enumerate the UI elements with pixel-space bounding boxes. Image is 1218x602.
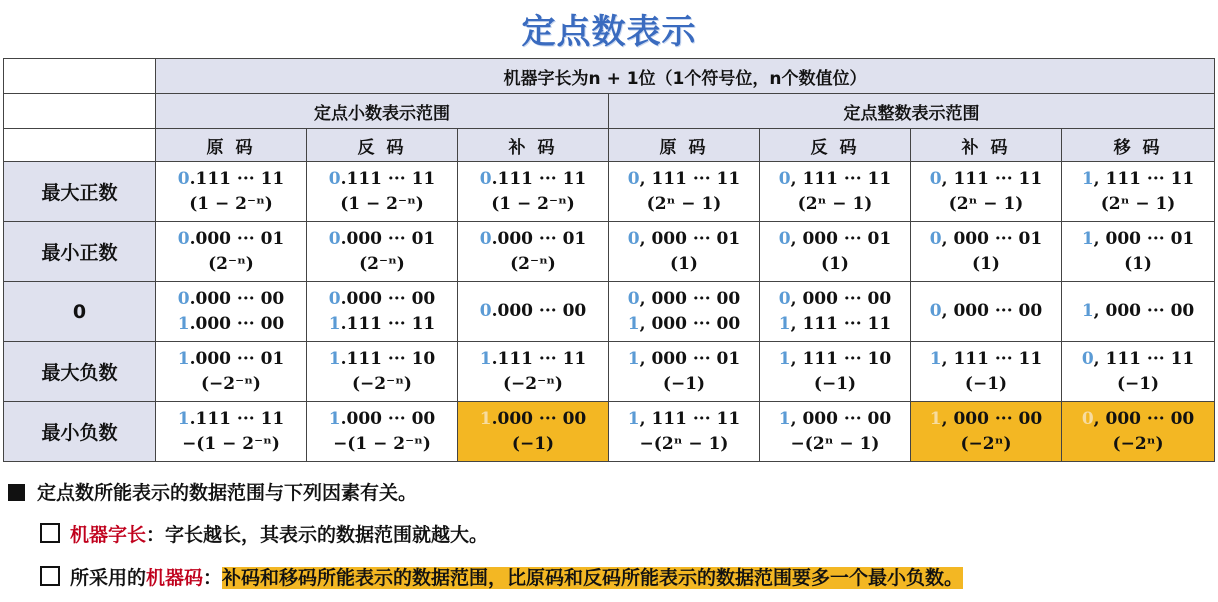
value-bits: , 000 ··· 00 — [941, 408, 1043, 429]
value-bits: , 111 ··· 11 — [790, 168, 892, 189]
column-header: 移 码 — [1062, 129, 1215, 162]
sign-digit: 1 — [479, 408, 492, 429]
value-bits: .111 ··· 10 — [340, 348, 436, 369]
cell-line — [609, 287, 759, 312]
cell-line — [911, 407, 1061, 432]
cell-line — [760, 287, 910, 312]
value-expression: (−1) — [1116, 373, 1160, 394]
sign-digit: 0 — [177, 228, 190, 249]
note-machine-code-prefix: 所采用的 — [70, 567, 147, 589]
cell-line — [156, 347, 306, 372]
sign-digit: 1 — [1081, 228, 1094, 249]
cell-line — [760, 407, 910, 432]
value-bits: .000 ··· 00 — [491, 408, 587, 429]
term-word-length: 机器字长 — [70, 524, 147, 546]
cell-line — [458, 227, 608, 252]
cell-line — [911, 299, 1061, 324]
cell-line — [307, 347, 457, 372]
cell-line — [609, 312, 759, 337]
fraction-range-header: 定点小数表示范围 — [156, 94, 609, 129]
range-cell — [760, 162, 911, 222]
column-header: 原 码 — [609, 129, 760, 162]
cell-line — [458, 167, 608, 192]
note-machine-code — [40, 563, 963, 593]
value-bits: , 000 ··· 00 — [941, 301, 1043, 321]
sign-digit: 0 — [627, 288, 640, 309]
value-expression: (−2⁻ⁿ) — [201, 373, 261, 394]
value-bits: .000 ··· 00 — [340, 288, 436, 309]
sign-digit: 0 — [328, 228, 341, 249]
page-title: 定点数表示 — [521, 12, 697, 52]
range-cell — [458, 162, 609, 222]
table-row — [4, 162, 1215, 222]
value-expression: (2ⁿ − 1) — [948, 193, 1024, 214]
range-cell — [760, 342, 911, 402]
sign-digit: 0 — [177, 288, 190, 309]
value-bits: .111 ··· 11 — [340, 168, 436, 189]
value-bits: .000 ··· 01 — [189, 348, 285, 369]
range-cell — [156, 282, 307, 342]
sign-digit: 0 — [1081, 408, 1094, 429]
value-expression: (−1) — [662, 373, 706, 394]
sign-digit: 1 — [177, 313, 190, 334]
note-main-text: 定点数所能表示的数据范围与下列因素有关。 — [37, 482, 418, 504]
column-header: 原 码 — [156, 129, 307, 162]
column-header: 反 码 — [307, 129, 458, 162]
range-cell — [911, 162, 1062, 222]
row-label: 最小负数 — [4, 402, 156, 462]
range-cell — [458, 342, 609, 402]
cell-line — [609, 407, 759, 432]
cell-line — [911, 227, 1061, 252]
cell-line — [307, 167, 457, 192]
range-cell — [760, 222, 911, 282]
range-cell — [458, 402, 609, 462]
value-bits: .111 ··· 11 — [340, 313, 436, 334]
corner-cell — [4, 129, 156, 162]
cell-line — [307, 287, 457, 312]
value-bits: , 111 ··· 11 — [1093, 348, 1195, 369]
integer-range-header: 定点整数表示范围 — [609, 94, 1215, 129]
value-bits: , 000 ··· 00 — [639, 313, 741, 334]
value-bits: , 111 ··· 11 — [790, 313, 892, 334]
sign-digit: 0 — [778, 288, 791, 309]
value-bits: , 000 ··· 00 — [1093, 408, 1195, 429]
value-expression: (1 − 2⁻ⁿ) — [189, 193, 273, 214]
range-cell — [1062, 162, 1215, 222]
cell-line — [1062, 347, 1214, 372]
range-cell — [609, 402, 760, 462]
value-bits: , 111 ··· 11 — [639, 408, 741, 429]
value-bits: .000 ··· 00 — [491, 301, 587, 321]
table-row — [4, 222, 1215, 282]
value-expression: (−2ⁿ) — [1112, 433, 1164, 454]
cell-line — [609, 347, 759, 372]
open-square-icon — [40, 566, 60, 586]
range-cell — [911, 402, 1062, 462]
cell-line — [1062, 299, 1214, 324]
cell-line — [156, 407, 306, 432]
term-machine-code: 机器码 — [146, 567, 204, 589]
value-bits: .111 ··· 11 — [189, 408, 285, 429]
row-label: 最小正数 — [4, 222, 156, 282]
value-expression: (−1) — [964, 373, 1008, 394]
value-bits: , 000 ··· 01 — [639, 348, 741, 369]
note-word-length-text: ：字长越长，其表示的数据范围就越大。 — [146, 524, 489, 546]
range-cell — [1062, 402, 1215, 462]
value-expression: −(1 − 2⁻ⁿ) — [333, 433, 431, 454]
open-square-icon — [40, 523, 60, 543]
range-cell — [307, 342, 458, 402]
note-machine-code-colon: ： — [203, 567, 223, 589]
sign-digit: 1 — [328, 408, 341, 429]
range-cell — [1062, 342, 1215, 402]
value-expression: (−1) — [813, 373, 857, 394]
sign-digit: 0 — [479, 168, 492, 189]
sign-digit: 0 — [929, 228, 942, 249]
cell-line — [156, 287, 306, 312]
sign-digit: 0 — [929, 168, 942, 189]
corner-cell — [4, 59, 156, 94]
table-row — [4, 402, 1215, 462]
value-expression: (1) — [1124, 253, 1152, 274]
sign-digit: 0 — [177, 168, 190, 189]
sign-digit: 0 — [328, 168, 341, 189]
value-expression: (1) — [670, 253, 698, 274]
cell-line — [911, 347, 1061, 372]
sign-digit: 0 — [479, 301, 492, 321]
value-bits: , 000 ··· 01 — [1093, 228, 1195, 249]
range-cell — [156, 402, 307, 462]
value-bits: .111 ··· 11 — [189, 168, 285, 189]
value-bits: .111 ··· 11 — [491, 348, 587, 369]
column-header: 反 码 — [760, 129, 911, 162]
cell-line — [1062, 227, 1214, 252]
sign-digit: 0 — [1081, 348, 1094, 369]
value-bits: , 111 ··· 10 — [790, 348, 892, 369]
value-bits: , 000 ··· 01 — [941, 228, 1043, 249]
cell-line — [911, 167, 1061, 192]
cell-line — [609, 167, 759, 192]
column-header: 补 码 — [911, 129, 1062, 162]
value-bits: , 000 ··· 00 — [639, 288, 741, 309]
cell-line — [458, 299, 608, 324]
value-bits: .000 ··· 00 — [189, 288, 285, 309]
cell-line — [1062, 167, 1214, 192]
filled-square-icon — [8, 484, 25, 501]
range-cell — [911, 342, 1062, 402]
value-bits: .111 ··· 11 — [491, 168, 587, 189]
range-cell — [307, 162, 458, 222]
value-bits: .000 ··· 01 — [189, 228, 285, 249]
value-bits: , 000 ··· 00 — [1093, 301, 1195, 321]
range-cell — [609, 162, 760, 222]
range-cell — [760, 402, 911, 462]
sign-digit: 0 — [627, 228, 640, 249]
note-word-length — [40, 520, 488, 550]
cell-line — [458, 347, 608, 372]
range-cell — [458, 282, 609, 342]
note-main — [8, 478, 417, 508]
value-expression: (1 − 2⁻ⁿ) — [340, 193, 424, 214]
column-header: 补 码 — [458, 129, 609, 162]
table-row — [4, 342, 1215, 402]
range-cell — [156, 342, 307, 402]
range-cell — [307, 402, 458, 462]
row-label: 最大正数 — [4, 162, 156, 222]
range-cell — [156, 222, 307, 282]
cell-line — [760, 347, 910, 372]
value-expression: (−2⁻ⁿ) — [352, 373, 412, 394]
value-expression: (2⁻ⁿ) — [208, 253, 254, 274]
table-row — [4, 282, 1215, 342]
cell-line — [156, 167, 306, 192]
sign-digit: 1 — [929, 408, 942, 429]
sign-digit: 1 — [1081, 168, 1094, 189]
cell-line — [156, 312, 306, 337]
range-cell — [609, 282, 760, 342]
value-bits: , 111 ··· 11 — [1093, 168, 1195, 189]
corner-cell — [4, 94, 156, 129]
range-cell — [307, 222, 458, 282]
sign-digit: 1 — [177, 408, 190, 429]
value-bits: , 000 ··· 01 — [639, 228, 741, 249]
sign-digit: 1 — [627, 348, 640, 369]
range-cell — [156, 162, 307, 222]
value-expression: (2⁻ⁿ) — [510, 253, 556, 274]
range-cell — [1062, 282, 1215, 342]
sign-digit: 0 — [627, 168, 640, 189]
note-machine-code-highlight: 补码和移码所能表示的数据范围，比原码和反码所能表示的数据范围要多一个最小负数。 — [222, 567, 964, 589]
range-cell — [1062, 222, 1215, 282]
value-expression: −(2ⁿ − 1) — [639, 433, 729, 454]
row-label: 0 — [4, 282, 156, 342]
value-expression: (2ⁿ − 1) — [1100, 193, 1176, 214]
value-bits: , 000 ··· 00 — [790, 408, 892, 429]
value-expression: (1 − 2⁻ⁿ) — [491, 193, 575, 214]
sign-digit: 1 — [929, 348, 942, 369]
word-length-header: 机器字长为n + 1位（1个符号位，n个数值位） — [156, 59, 1215, 94]
cell-line — [609, 227, 759, 252]
value-expression: (2⁻ⁿ) — [359, 253, 405, 274]
value-expression: (1) — [821, 253, 849, 274]
cell-line — [156, 227, 306, 252]
value-expression: −(1 − 2⁻ⁿ) — [182, 433, 280, 454]
range-cell — [458, 222, 609, 282]
sign-digit: 1 — [479, 348, 492, 369]
value-expression: (−2⁻ⁿ) — [503, 373, 563, 394]
value-expression: (−1) — [511, 433, 555, 454]
sign-digit: 0 — [778, 228, 791, 249]
value-bits: , 111 ··· 11 — [639, 168, 741, 189]
sign-digit: 0 — [778, 168, 791, 189]
value-bits: , 111 ··· 11 — [941, 168, 1043, 189]
sign-digit: 1 — [778, 348, 791, 369]
sign-digit: 1 — [328, 313, 341, 334]
cell-line — [307, 227, 457, 252]
value-bits: , 111 ··· 11 — [941, 348, 1043, 369]
cell-line — [458, 407, 608, 432]
range-table — [3, 58, 1215, 462]
sign-digit: 0 — [328, 288, 341, 309]
sign-digit: 1 — [328, 348, 341, 369]
range-cell — [911, 282, 1062, 342]
cell-line — [760, 312, 910, 337]
sign-digit: 1 — [627, 408, 640, 429]
range-cell — [609, 342, 760, 402]
value-bits: .000 ··· 01 — [491, 228, 587, 249]
cell-line — [307, 407, 457, 432]
value-expression: (1) — [972, 253, 1000, 274]
row-label: 最大负数 — [4, 342, 156, 402]
value-bits: .000 ··· 00 — [340, 408, 436, 429]
range-cell — [911, 222, 1062, 282]
sign-digit: 0 — [479, 228, 492, 249]
value-expression: (2ⁿ − 1) — [797, 193, 873, 214]
cell-line — [760, 227, 910, 252]
sign-digit: 1 — [627, 313, 640, 334]
range-cell — [307, 282, 458, 342]
cell-line — [1062, 407, 1214, 432]
sign-digit: 1 — [778, 313, 791, 334]
value-expression: (−2ⁿ) — [960, 433, 1012, 454]
range-cell — [609, 222, 760, 282]
value-expression: (2ⁿ − 1) — [646, 193, 722, 214]
cell-line — [760, 167, 910, 192]
value-bits: .000 ··· 01 — [340, 228, 436, 249]
sign-digit: 1 — [778, 408, 791, 429]
sign-digit: 1 — [1081, 301, 1094, 321]
value-bits: .000 ··· 00 — [189, 313, 285, 334]
cell-line — [307, 312, 457, 337]
value-bits: , 000 ··· 00 — [790, 288, 892, 309]
value-bits: , 000 ··· 01 — [790, 228, 892, 249]
sign-digit: 0 — [929, 301, 942, 321]
value-expression: −(2ⁿ − 1) — [790, 433, 880, 454]
sign-digit: 1 — [177, 348, 190, 369]
range-cell — [760, 282, 911, 342]
